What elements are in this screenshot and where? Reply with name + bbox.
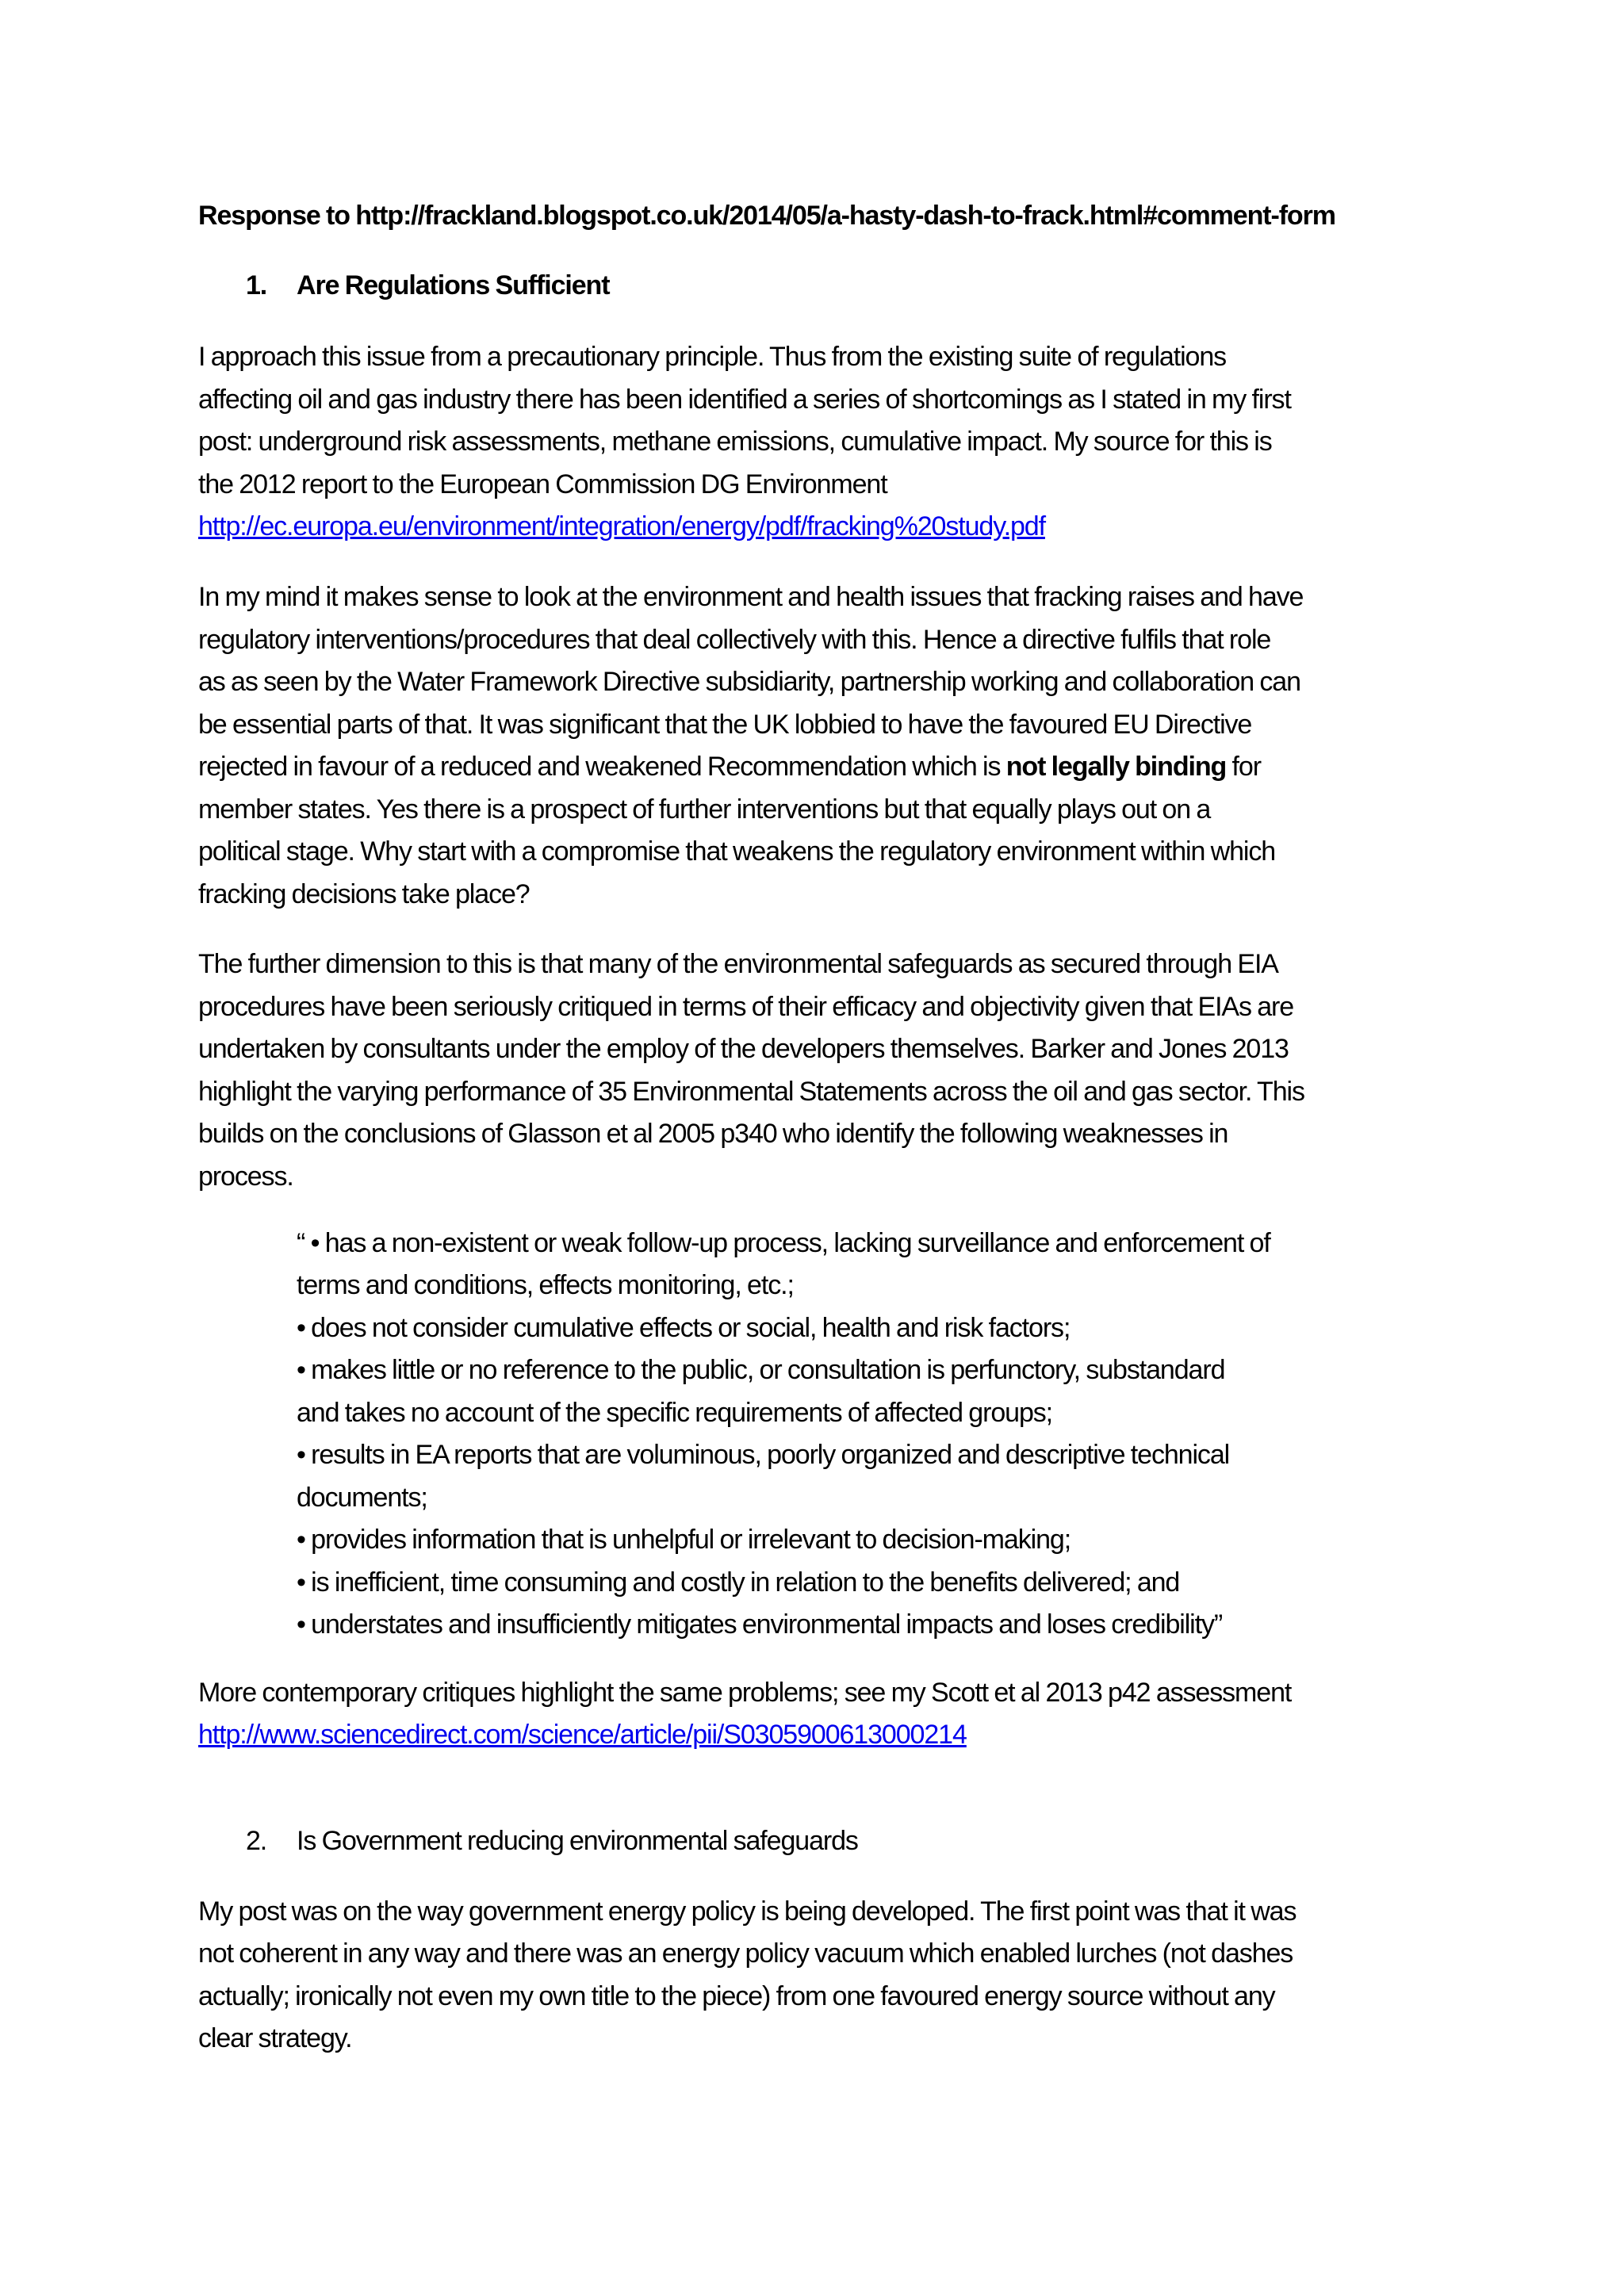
para1-line: post: underground risk assessments, methane emissions, cumulative impact. My source for this is	[198, 427, 1272, 457]
section-2-heading: Is Government reducing environmental safeguards	[297, 1826, 858, 1856]
para1-line: affecting oil and gas industry there has been identified a series of shortcomings as I stated in my first	[198, 385, 1291, 415]
para2-line: regulatory interventions/procedures that deal collectively with this. Hence a directive fulfils that role	[198, 625, 1271, 655]
para3-line: highlight the varying performance of 35 Environmental Statements across the oil and gas sector. This	[198, 1077, 1304, 1107]
quote-line: • provides information that is unhelpful or irrelevant to decision-making;	[297, 1525, 1071, 1555]
para2-line	[198, 745, 1261, 788]
title-url: http://frackland.blogspot.co.uk/2014/05/a-hasty-dash-to-frack.html#comment-form	[355, 201, 1335, 231]
quote-line: terms and conditions, effects monitoring, etc.;	[297, 1270, 794, 1300]
sciencedirect-link[interactable]: http://www.sciencedirect.com/science/article/pii/S0305900613000214	[198, 1720, 967, 1750]
document-title	[198, 194, 1335, 237]
para5-line: not coherent in any way and there was an energy policy vacuum which enabled lurches (not dashes	[198, 1938, 1293, 1969]
para2-text: rejected in favour of a reduced and weakened Recommendation which is	[198, 752, 1006, 782]
para5-line: My post was on the way government energy policy is being developed. The first point was that it was	[198, 1896, 1297, 1927]
para3-line: builds on the conclusions of Glasson et al 2005 p340 who identify the following weaknesses in	[198, 1119, 1228, 1149]
para2-line: fracking decisions take place?	[198, 879, 530, 909]
quote-line: and takes no account of the specific requirements of affected groups;	[297, 1398, 1052, 1428]
para2-text: for	[1226, 752, 1261, 782]
emphasis-not-legally-binding: not legally binding	[1005, 752, 1227, 782]
quote-line: • makes little or no reference to the public, or consultation is perfunctory, substandard	[297, 1355, 1225, 1385]
section-1-number: 1.	[246, 270, 267, 300]
quote-line: “ • has a non-existent or weak follow-up process, lacking surveillance and enforcement of	[297, 1228, 1270, 1258]
para2-line: as as seen by the Water Framework Directive subsidiarity, partnership working and collaboration can	[198, 667, 1300, 697]
para2-line: member states. Yes there is a prospect of further interventions but that equally plays out on a	[198, 794, 1211, 825]
title-prefix: Response to	[198, 201, 356, 231]
para5-line: actually; ironically not even my own title to the piece) from one favoured energy source without any	[198, 1981, 1275, 2011]
section-1-heading: Are Regulations Sufficient	[297, 270, 610, 300]
quote-line: • understates and insufficiently mitigates environmental impacts and loses credibility”	[297, 1609, 1223, 1640]
quote-line: • is inefficient, time consuming and costly in relation to the benefits delivered; and	[297, 1567, 1180, 1598]
para1-line: the 2012 report to the European Commission DG Environment	[198, 469, 887, 499]
ec-report-link[interactable]: http://ec.europa.eu/environment/integration/energy/pdf/fracking%20study.pdf	[198, 511, 1045, 541]
para3-line: undertaken by consultants under the employ of the developers themselves. Barker and Jones 2013	[198, 1034, 1289, 1064]
section-2-number: 2.	[246, 1826, 267, 1856]
para5-line: clear strategy.	[198, 2023, 352, 2053]
para3-line: procedures have been seriously critiqued in terms of their efficacy and objectivity given that EIAs are	[198, 992, 1294, 1022]
para3-line: process.	[198, 1161, 293, 1192]
para2-line: political stage. Why start with a compromise that weakens the regulatory environment within which	[198, 836, 1276, 867]
quote-line: • does not consider cumulative effects or social, health and risk factors;	[297, 1313, 1071, 1343]
quote-line: documents;	[297, 1483, 427, 1513]
para3-line: The further dimension to this is that many of the environmental safeguards as secured through EIA	[198, 949, 1278, 979]
para1-line: I approach this issue from a precautionary principle. Thus from the existing suite of regulations	[198, 342, 1227, 372]
para4-line: More contemporary critiques highlight the same problems; see my Scott et al 2013 p42 assessment	[198, 1678, 1292, 1708]
para2-line: In my mind it makes sense to look at the environment and health issues that fracking raises and have	[198, 582, 1304, 612]
para2-line: be essential parts of that. It was significant that the UK lobbied to have the favoured EU Directive	[198, 710, 1252, 740]
quote-line: • results in EA reports that are voluminous, poorly organized and descriptive technical	[297, 1440, 1230, 1470]
